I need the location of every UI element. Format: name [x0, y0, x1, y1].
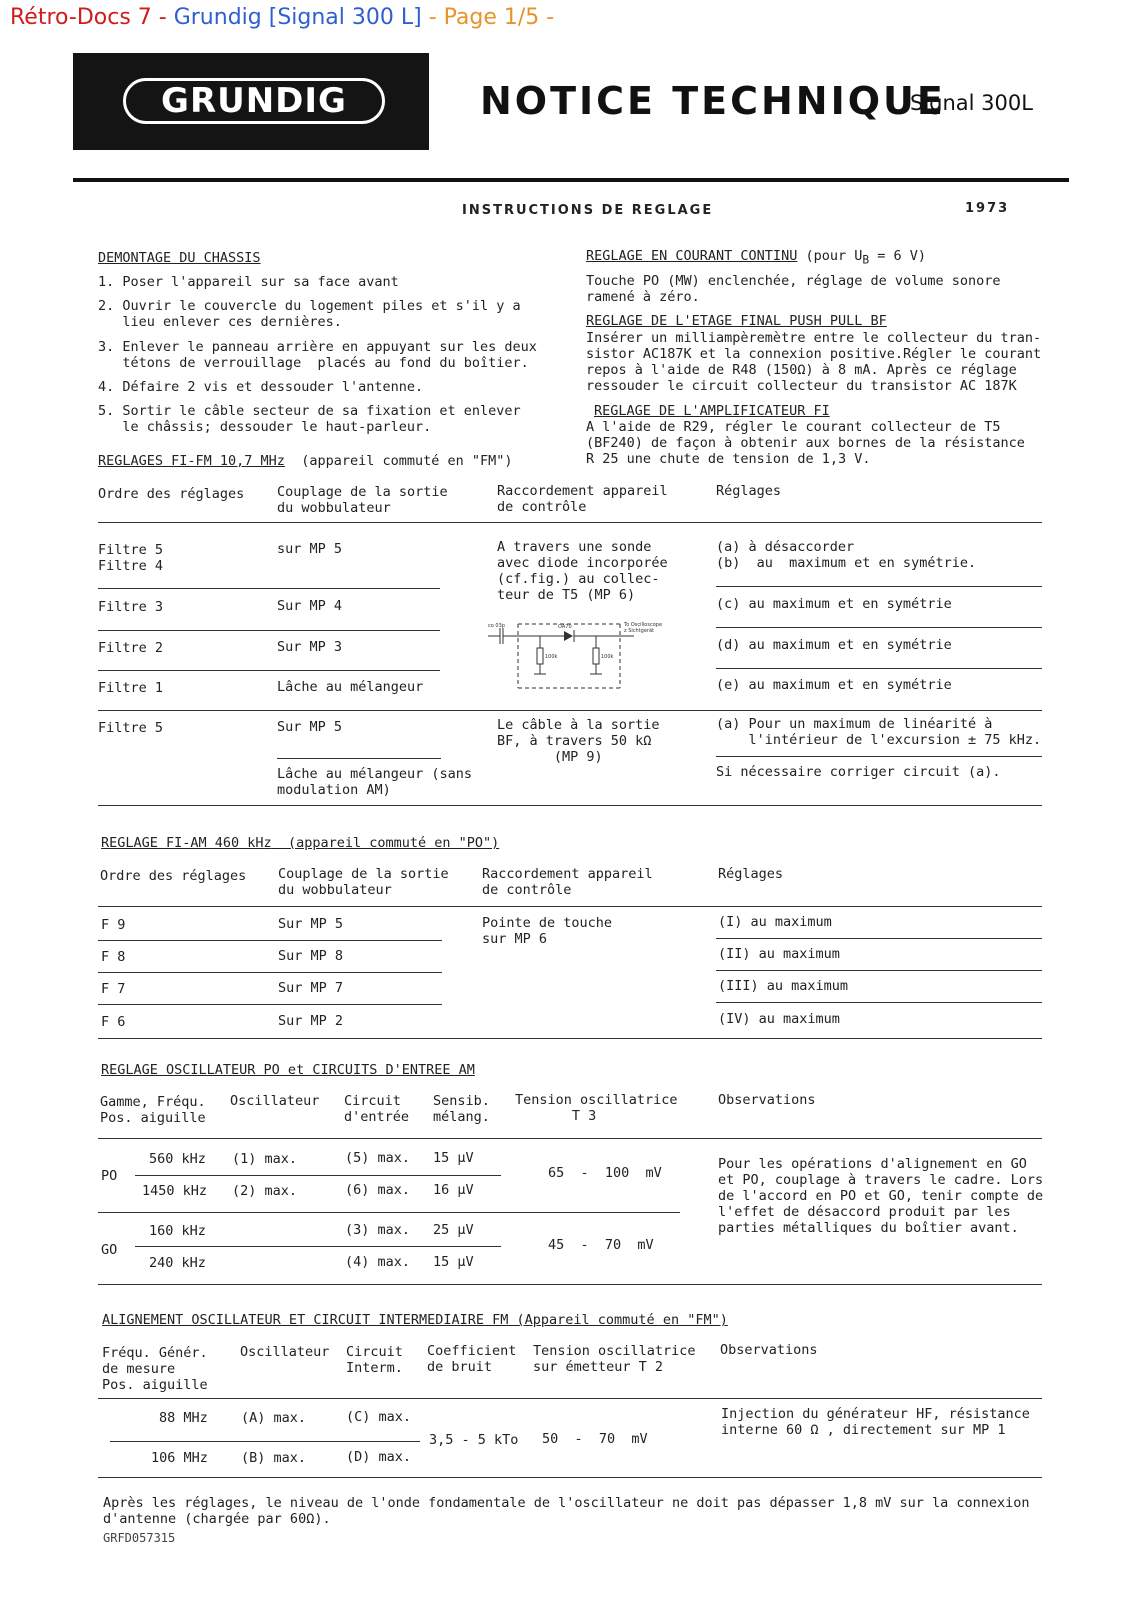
- demontage-step: 2. Ouvrir le couvercle du logement piles et s'il y a lieu enlever ces dernières.: [98, 298, 521, 330]
- po-freq: 1450 kHz: [142, 1183, 208, 1199]
- am-row-couplage: Sur MP 2: [278, 1013, 344, 1029]
- fm-row-ordre: Filtre 3: [98, 599, 164, 615]
- align-freq: 88 MHz: [159, 1410, 208, 1426]
- po-sens: 16 μV: [433, 1182, 474, 1198]
- po-freq: 560 kHz: [149, 1151, 206, 1167]
- align-heading: [102, 1312, 728, 1328]
- fm-row-reglage: (a) à désaccorder (b) au maximum et en symétrie.: [716, 539, 977, 571]
- am-title: REGLAGE FI-AM 460 kHz: [101, 835, 272, 851]
- row-divider: [716, 970, 1042, 971]
- dc-condition: (pour U: [797, 248, 863, 264]
- am-header-rule: [98, 906, 1042, 907]
- po-entree: (5) max.: [345, 1150, 411, 1166]
- am-row-reglage: (I) au maximum: [718, 914, 832, 930]
- am-row-ordre: F 7: [101, 981, 126, 997]
- am-row-couplage: Sur MP 8: [278, 948, 344, 964]
- am-header-raccord: Raccordement appareil de contrôle: [482, 866, 653, 898]
- osc-header-observations: Observations: [718, 1092, 816, 1108]
- row-divider: [716, 1002, 1042, 1003]
- fm-last-ordre: Filtre 5: [98, 720, 164, 736]
- demontage-step: 5. Sortir le câble secteur de sa fixation et enlever le châssis; dessouder le haut-parleur.: [98, 403, 521, 435]
- osc-header-entree: Circuit d'entrée: [344, 1093, 410, 1125]
- row-divider: [716, 668, 1042, 669]
- align-osc: (A) max.: [241, 1410, 307, 1426]
- align-title: ALIGNEMENT OSCILLATEUR ET CIRCUIT INTERMEDIAIRE FM: [102, 1312, 509, 1328]
- row-divider: [98, 1004, 442, 1005]
- am-header-ordre: Ordre des réglages: [100, 868, 247, 884]
- osc-header-gamme: Gamme, Fréqu. Pos. aiguille: [100, 1094, 206, 1126]
- row-divider: [135, 1246, 501, 1247]
- po-tension: 65 - 100 mV: [548, 1165, 662, 1181]
- dc-value: = 6 V): [869, 248, 927, 264]
- am-raccord: Pointe de touche sur MP 6: [482, 915, 613, 947]
- osc-header-oscillateur: Oscillateur: [230, 1093, 320, 1109]
- osc-header-sensib: Sensib. mélang.: [433, 1093, 490, 1125]
- am-header-reglages: Réglages: [718, 866, 784, 882]
- row-divider: [716, 627, 1042, 628]
- dc-subscript: B: [862, 253, 870, 267]
- demontage-step: 1. Poser l'appareil sur sa face avant: [98, 274, 399, 290]
- year: 1973: [965, 201, 1010, 216]
- fm-header-rule: [98, 522, 1042, 523]
- fm-last-reglage2: Si nécessaire corriger circuit (a).: [716, 764, 1001, 780]
- fm-row-ordre: Filtre 2: [98, 640, 164, 656]
- diode-symbol: [564, 631, 573, 641]
- fm-row-couplage: sur MP 5: [277, 541, 343, 557]
- po-go-divider: [98, 1212, 680, 1213]
- po-sens: 15 μV: [433, 1150, 474, 1166]
- header-rule: [73, 178, 1069, 182]
- fm-row-couplage: Lâche au mélangeur: [277, 679, 424, 695]
- fm-last-raccord: Le câble à la sortie BF, à travers 50 kΩ (MP 9): [497, 717, 660, 765]
- footer-note: Après les réglages, le niveau de l'onde fondamentale de l'oscillateur ne doit pas dépasser 1,8 mV sur la connexion d'antenne (chargée par 60Ω).: [103, 1495, 1030, 1527]
- fm-last-couplage: Sur MP 5: [277, 719, 343, 735]
- fm-title: REGLAGES FI-FM 10,7 MHz: [98, 453, 285, 469]
- osc-section-end-rule: [98, 1284, 1042, 1285]
- dc-heading: [586, 248, 926, 269]
- align-freq: 106 MHz: [151, 1450, 208, 1466]
- align-osc: (B) max.: [241, 1450, 307, 1466]
- align-inter: (D) max.: [346, 1449, 412, 1465]
- fm-heading: [98, 453, 513, 469]
- align-header-observations: Observations: [720, 1342, 818, 1358]
- page-header: [10, 4, 554, 32]
- model-name: Signal 300L: [910, 91, 1033, 115]
- notice-title: NOTICE TECHNIQUE: [480, 79, 946, 123]
- go-sens: 15 μV: [433, 1254, 474, 1270]
- osc-header-tension: Tension oscillatrice T 3: [515, 1092, 678, 1124]
- am-row-ordre: F 9: [101, 917, 126, 933]
- fi-amp-title: REGLAGE DE L'AMPLIFICATEUR FI: [594, 403, 830, 419]
- am-row-couplage: Sur MP 7: [278, 980, 344, 996]
- go-tension: 45 - 70 mV: [548, 1237, 654, 1253]
- page-indicator: - Page 1/5 -: [421, 5, 555, 30]
- row-divider: [98, 588, 440, 589]
- row-divider: [98, 670, 440, 671]
- row-divider: [135, 1175, 501, 1176]
- demontage-step: 3. Enlever le panneau arrière en appuyant sur les deux tétons de verrouillage placés au fond du boîtier.: [98, 339, 537, 371]
- fm-row-couplage: Sur MP 4: [277, 598, 343, 614]
- resistor1-label: 100k: [545, 654, 558, 660]
- output-label: To Oscilloscope z Sichtgerät: [624, 622, 663, 634]
- go-freq: 240 kHz: [149, 1255, 206, 1271]
- align-title-note: (Appareil commuté en "FM"): [508, 1312, 728, 1328]
- row-divider: [110, 1441, 420, 1442]
- align-tension: 50 - 70 mV: [542, 1431, 648, 1447]
- align-header-interm: Circuit Interm.: [346, 1344, 403, 1376]
- push-pull-title: REGLAGE DE L'ETAGE FINAL PUSH PULL BF: [586, 313, 887, 329]
- diode-label: OA70: [558, 624, 572, 630]
- po-osc: (1) max.: [232, 1151, 298, 1167]
- go-label: GO: [101, 1242, 118, 1258]
- osc-header-rule: [98, 1138, 1042, 1139]
- logo-text: GRUNDIG: [161, 81, 347, 121]
- align-section-end-rule: [98, 1477, 1042, 1478]
- fm-row-reglage: (e) au maximum et en symétrie: [716, 677, 952, 693]
- row-divider: [716, 586, 1042, 587]
- fm-title-note: (appareil commuté en "FM"): [284, 453, 513, 469]
- site-name: Rétro-Docs 7: [10, 5, 152, 30]
- row-divider: [98, 972, 442, 973]
- push-pull-text: Insérer un milliampèremètre entre le collecteur du tran- sistor AC187K et la connexion positive.Régler le courant repos à l'aide de R48 (150Ω) à 8 mA. Après ce réglage ressouder le circuit collecteur du transistor AC 187K: [586, 330, 1042, 394]
- row-divider: [716, 756, 1042, 757]
- align-header-rule: [98, 1398, 1042, 1399]
- fm-header-couplage: Couplage de la sortie du wobbulateur: [277, 484, 448, 516]
- align-observations: Injection du générateur HF, résistance interne 60 Ω , directement sur MP 1: [721, 1406, 1030, 1438]
- row-divider: [277, 758, 441, 759]
- go-sens: 25 μV: [433, 1222, 474, 1238]
- fm-row-reglage: (c) au maximum et en symétrie: [716, 596, 952, 612]
- align-bruit: 3,5 - 5 kTo: [429, 1432, 519, 1448]
- fm-raccord-sonde: A travers une sonde avec diode incorporée (cf.fig.) au collec- teur de T5 (MP 6): [497, 539, 668, 603]
- row-divider: [716, 938, 1042, 939]
- fm-row-reglage: (d) au maximum et en symétrie: [716, 637, 952, 653]
- row-divider: [98, 940, 442, 941]
- osc-observations: Pour les opérations d'alignement en GO et PO, couplage à travers le cadre. Lors de l'accord en PO et GO, tenir compte de l'effet de désaccord produit par les parties métalliques du boîtier avant.: [718, 1156, 1044, 1236]
- fm-last-reglage: (a) Pour un maximum de linéarité à l'intérieur de l'excursion ± 75 kHz.: [716, 716, 1042, 748]
- fm-row-ordre: Filtre 1: [98, 680, 164, 696]
- am-heading: [101, 835, 499, 851]
- probe-schematic: [484, 616, 684, 694]
- document-code: GRFD057315: [103, 1531, 176, 1545]
- am-section-end-rule: [98, 1038, 1042, 1039]
- am-row-reglage: (III) au maximum: [718, 978, 849, 994]
- am-title-note: (appareil commuté en "PO"): [271, 835, 500, 851]
- align-header-tension: Tension oscillatrice sur émetteur T 2: [533, 1343, 696, 1375]
- am-row-ordre: F 8: [101, 949, 126, 965]
- fm-section-end-rule: [98, 805, 1042, 806]
- demontage-title: DEMONTAGE DU CHASSIS: [98, 250, 261, 266]
- po-osc: (2) max.: [232, 1183, 298, 1199]
- go-entree: (4) max.: [345, 1254, 411, 1270]
- row-divider: [98, 630, 440, 631]
- grundig-logo-block: [73, 53, 429, 150]
- fm-header-raccord: Raccordement appareil de contrôle: [497, 483, 668, 515]
- header-separator: -: [151, 5, 174, 30]
- am-row-reglage: (IV) au maximum: [718, 1011, 840, 1027]
- osc-title: REGLAGE OSCILLATEUR PO et CIRCUITS D'ENTREE AM: [101, 1062, 475, 1078]
- fm-row-couplage: Sur MP 3: [277, 639, 343, 655]
- am-row-couplage: Sur MP 5: [278, 916, 344, 932]
- demontage-step: 4. Défaire 2 vis et dessouder l'antenne.: [98, 379, 424, 395]
- po-label: PO: [101, 1168, 118, 1184]
- fm-last-couplage2: Lâche au mélangeur (sans modulation AM): [277, 766, 473, 798]
- am-row-ordre: F 6: [101, 1014, 126, 1030]
- capacitor-label: co 03p: [488, 623, 505, 629]
- fi-amp-text: A l'aide de R29, régler le courant collecteur de T5 (BF240) de façon à obtenir aux bornes de la résistance R 25 une chute de tension de 1,3 V.: [586, 419, 1025, 467]
- align-header-freq: Fréqu. Génér. de mesure Pos. aiguille: [102, 1345, 208, 1393]
- resistor2-label: 100k: [601, 654, 614, 660]
- fm-header-reglages: Réglages: [716, 483, 782, 499]
- document-title: Grundig [Signal 300 L]: [173, 5, 422, 30]
- go-entree: (3) max.: [345, 1222, 411, 1238]
- section-title: INSTRUCTIONS DE REGLAGE: [462, 203, 714, 218]
- align-header-bruit: Coefficient de bruit: [427, 1343, 517, 1375]
- fm-header-ordre: Ordre des réglages: [98, 486, 245, 502]
- am-header-couplage: Couplage de la sortie du wobbulateur: [278, 866, 449, 898]
- dc-title: REGLAGE EN COURANT CONTINU: [586, 248, 798, 264]
- po-entree: (6) max.: [345, 1182, 411, 1198]
- fm-row-ordre: Filtre 5 Filtre 4: [98, 542, 164, 574]
- align-inter: (C) max.: [346, 1409, 412, 1425]
- go-freq: 160 kHz: [149, 1223, 206, 1239]
- dc-text: Touche PO (MW) enclenchée, réglage de volume sonore ramené à zéro.: [586, 273, 1001, 305]
- align-header-oscillateur: Oscillateur: [240, 1344, 330, 1360]
- am-row-reglage: (II) au maximum: [718, 946, 840, 962]
- row-divider: [98, 710, 1042, 711]
